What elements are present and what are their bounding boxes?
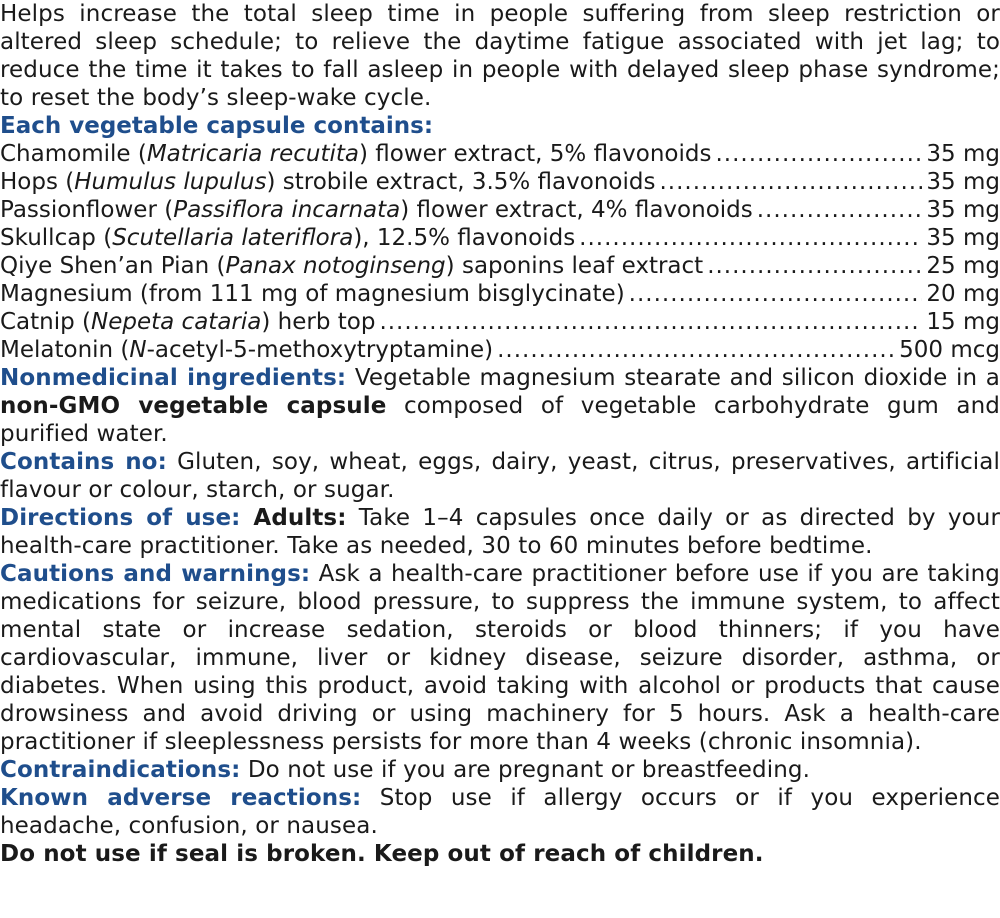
contains-no-section: Contains no: Gluten, soy, wheat, eggs, dairy, yeast, citrus, preservatives, artificial flavour or colour, starch, or sugar. xyxy=(0,449,1000,503)
ingredient-amount: 35 mg xyxy=(926,169,1000,195)
ingredient-name: Magnesium (from 111 mg of magnesium bisglycinate) xyxy=(0,281,625,307)
ingredient-row xyxy=(0,196,1000,224)
ingredient-amount: 15 mg xyxy=(926,309,1000,335)
contains-no-heading: Contains no: xyxy=(0,449,167,475)
cautions-heading: Cautions and warnings: xyxy=(0,561,311,587)
ingredient-row xyxy=(0,280,1000,308)
ingredient-amount: 20 mg xyxy=(926,281,1000,307)
adverse-reactions-section: Known adverse reactions: Stop use if allergy occurs or if you experience headache, confusion, or nausea. xyxy=(0,785,1000,839)
ingredient-row xyxy=(0,224,1000,252)
capsule-heading-text: Each vegetable capsule contains: xyxy=(0,113,434,139)
ingredient-row xyxy=(0,168,1000,196)
adverse-reactions-heading: Known adverse reactions: xyxy=(0,785,362,811)
leader-dots xyxy=(715,140,922,168)
ingredient-amount: 500 mcg xyxy=(899,337,1000,363)
leader-dots xyxy=(629,280,923,308)
nonmedicinal-heading: Nonmedicinal ingredients: xyxy=(0,365,347,391)
ingredient-amount: 35 mg xyxy=(926,225,1000,251)
leader-dots xyxy=(757,196,923,224)
ingredient-list xyxy=(0,140,1000,364)
ingredient-name: Catnip (Nepeta cataria) herb top xyxy=(0,309,376,335)
ingredient-row xyxy=(0,140,1000,168)
leader-dots xyxy=(579,224,922,252)
ingredient-name: Chamomile (Matricaria recutita) flower extract, 5% flavonoids xyxy=(0,141,712,167)
capsule-heading xyxy=(0,112,1000,140)
ingredient-amount: 25 mg xyxy=(926,253,1000,279)
ingredient-name: Skullcap (Scutellaria lateriflora), 12.5% flavonoids xyxy=(0,225,576,251)
ingredient-name: Hops (Humulus lupulus) strobile extract, 3.5% flavonoids xyxy=(0,169,656,195)
contraindications-heading: Contraindications: xyxy=(0,757,241,783)
ingredient-amount: 35 mg xyxy=(926,141,1000,167)
ingredient-name: Qiye Shen’an Pian (Panax notoginseng) saponins leaf extract xyxy=(0,253,704,279)
ingredient-row xyxy=(0,308,1000,336)
directions-section: Directions of use: Adults: Take 1–4 capsules once daily or as directed by your health-care practitioner. Take as needed, 30 to 60 minutes before bedtime. xyxy=(0,505,1000,559)
leader-dots xyxy=(707,252,922,280)
contraindications-section: Contraindications: Do not use if you are pregnant or breastfeeding. xyxy=(0,757,810,783)
final-warning: Do not use if seal is broken. Keep out of reach of children. xyxy=(0,841,764,867)
leader-dots xyxy=(497,336,895,364)
ingredient-name: Passionflower (Passiflora incarnata) flower extract, 4% flavonoids xyxy=(0,197,753,223)
ingredient-name: Melatonin (N-acetyl-5-methoxytryptamine) xyxy=(0,337,494,363)
directions-heading: Directions of use: xyxy=(0,505,241,531)
ingredient-row xyxy=(0,252,1000,280)
leader-dots xyxy=(379,308,922,336)
leader-dots xyxy=(659,168,922,196)
nonmedicinal-section: Nonmedicinal ingredients: Vegetable magnesium stearate and silicon dioxide in a non-GMO vegetable capsule composed of vegetable carbohydrate gum and purified water. xyxy=(0,365,1000,447)
intro-text: Helps increase the total sleep time in people suffering from sleep restriction or altered sleep schedule; to relieve the daytime fatigue associated with jet lag; to reduce the time it takes to fall asleep in people with delayed sleep phase syndrome; to reset the body’s sleep-wake cycle. xyxy=(0,1,1000,111)
ingredient-amount: 35 mg xyxy=(926,197,1000,223)
cautions-section: Cautions and warnings: Ask a health-care practitioner before use if you are taking medications for seizure, blood pressure, to suppress the immune system, to affect mental state or increase sedation, steroids or blood thinners; if you have cardiovascular, immune, liver or kidney disease, seizure disorder, asthma, or diabetes. When using this product, avoid taking with alcohol or products that cause drowsiness and avoid driving or using machinery for 5 hours. Ask a health-care practitioner if sleeplessness persists for more than 4 weeks (chronic insomnia). xyxy=(0,561,1000,755)
ingredient-row xyxy=(0,336,1000,364)
